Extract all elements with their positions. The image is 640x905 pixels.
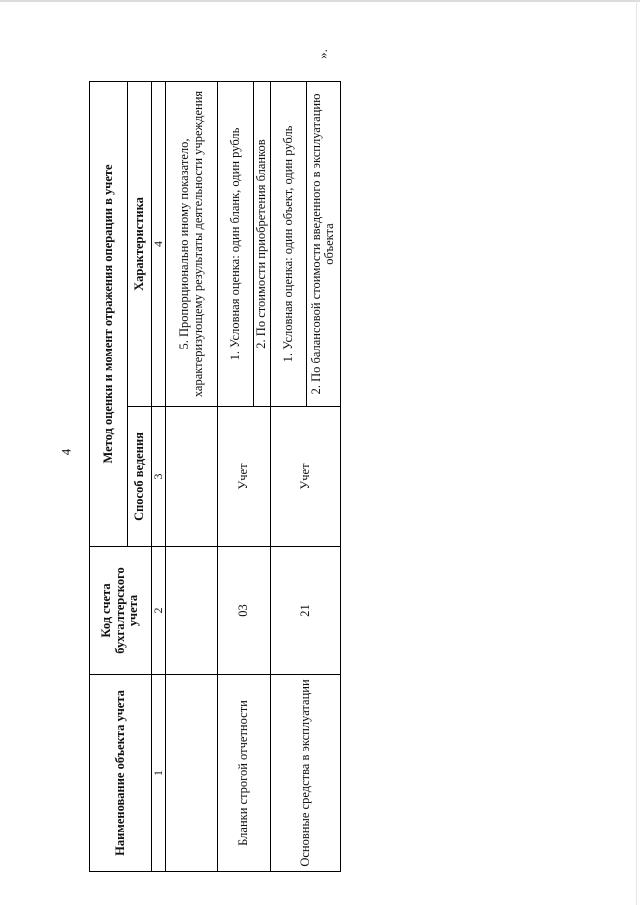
closing-quote-mark: ». bbox=[314, 49, 330, 59]
header-account-code: Код счета бухгалтерского учета bbox=[90, 547, 152, 675]
table-row-2-characteristic-1: 1. Условная оценка: один объект, один рубль bbox=[270, 81, 306, 406]
header-method: Способ ведения bbox=[128, 407, 152, 547]
table-row-2-code: 21 bbox=[270, 547, 340, 675]
column-number-1: 1 bbox=[152, 675, 166, 872]
accounting-table bbox=[89, 81, 341, 872]
table-row-2-object: Основные средства в эксплуатации bbox=[270, 675, 340, 872]
page-number: 4 bbox=[58, 448, 74, 456]
table-row-1-characteristic-2: 2. По стоимости приобретения бланков bbox=[254, 81, 271, 406]
table-row-2-method: Учет bbox=[270, 407, 340, 547]
rotated-table-wrapper bbox=[89, 82, 337, 872]
table-row-1-code: 03 bbox=[218, 547, 271, 675]
table-row-0-object bbox=[166, 675, 218, 872]
column-number-2: 2 bbox=[152, 547, 166, 675]
header-characteristic: Характеристика bbox=[128, 81, 152, 406]
scan-edge-top bbox=[0, 0, 640, 2]
header-method-group: Метод оценки и момент отражения операции в учете bbox=[90, 81, 128, 546]
table-row-0-characteristic-1: 5. Пропорционально иному показатело, характеризующему результаты деятельности учреждения bbox=[166, 81, 218, 406]
scan-edge-right bbox=[636, 0, 637, 905]
table-row-0-code bbox=[166, 547, 218, 675]
table-row-2-characteristic-2: 2. По балансовой стоимости введенного в эксплуатацию объекта bbox=[306, 81, 340, 406]
table-row-0-method bbox=[166, 407, 218, 547]
table-row-1-characteristic-1: 1. Условная оценка: один бланк, один рубль bbox=[218, 81, 254, 406]
table-row-1-object: Бланки строгой отчетности bbox=[218, 675, 271, 872]
column-number-3: 3 bbox=[152, 407, 166, 547]
column-number-4: 4 bbox=[152, 81, 166, 406]
table-row-1-method: Учет bbox=[218, 407, 271, 547]
header-object-name: Наименование объекта учета bbox=[90, 675, 152, 872]
